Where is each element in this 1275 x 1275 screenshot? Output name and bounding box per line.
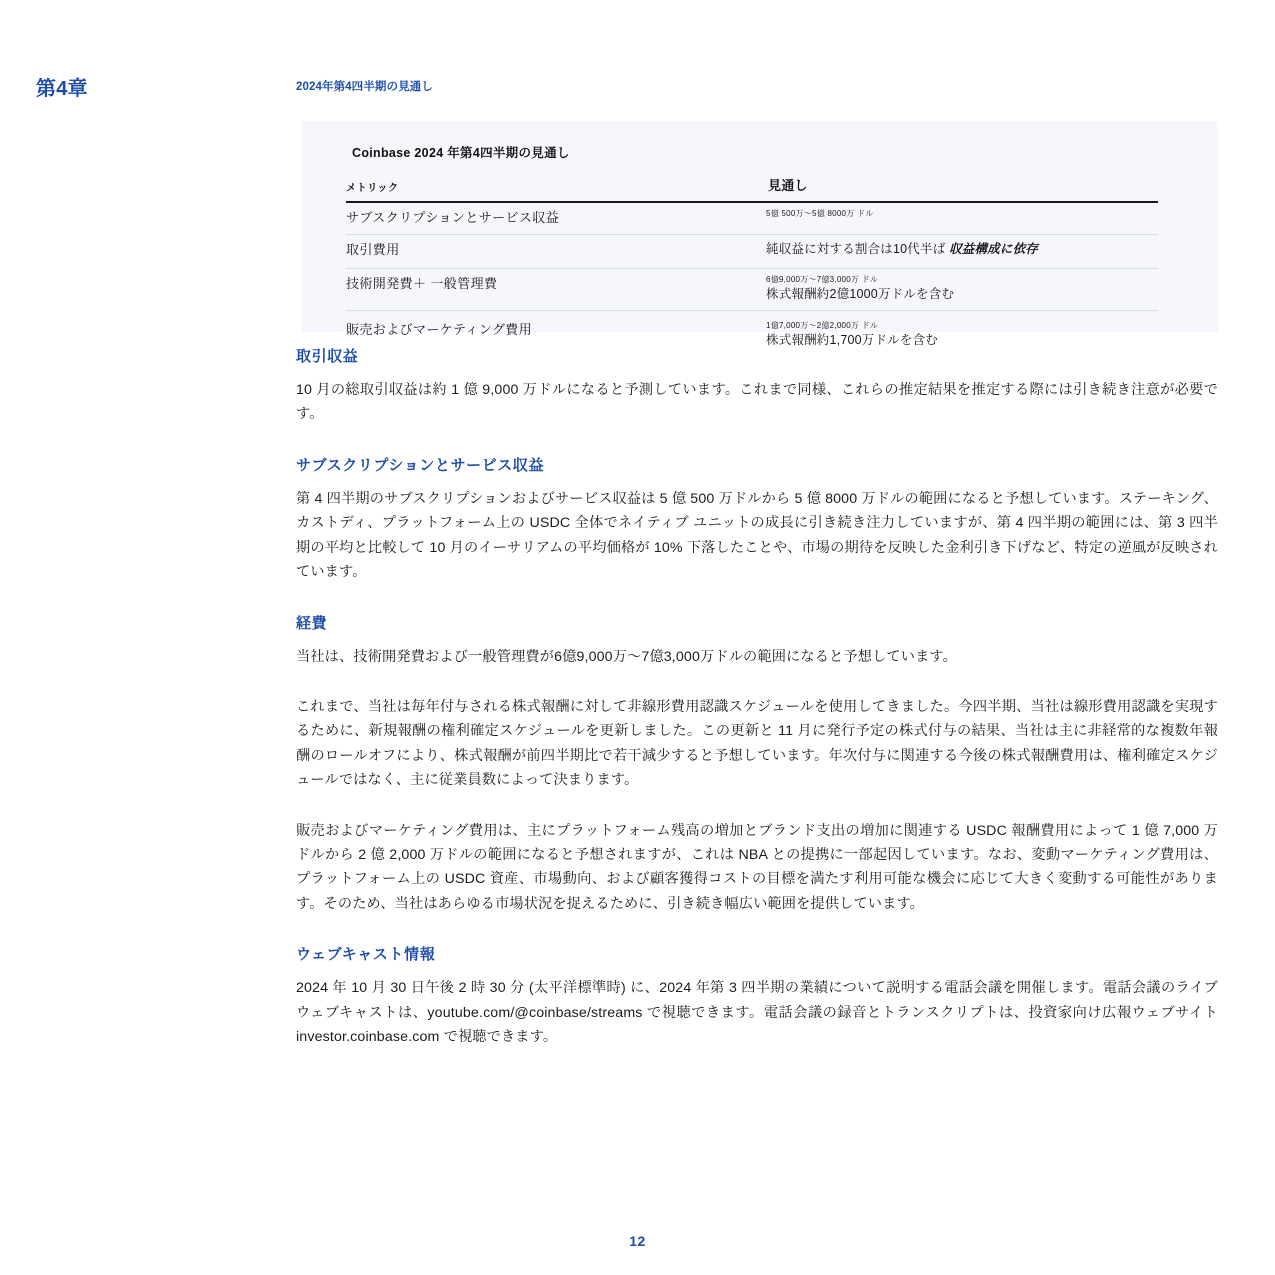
outlook-range-text: 5億 500万〜5億 8000万 ドル (766, 209, 874, 218)
guidance-table-title: Coinbase 2024 年第4四半期の見通し (352, 146, 570, 160)
page-number: 12 (629, 1233, 646, 1249)
paragraph-expenses-3: 販売およびマーケティング費用は、主にプラットフォーム残高の増加とブランド支出の増加に関連する USDC 報酬費用によって 1 億 7,000 万ドルから 2 億 2,000 万ドルの範囲になると予想されますが、これは NBA との提携に一部起因しています。なお、変動マーケティング費用は、プラットフォーム上の USDC 資産、市場動向、および顧客獲得コストの目標を満たす利用可能な機会に応じて大きく変動する可能性があります。そのため、当社はあらゆる市場状況を捉えるために、引き続き幅広い範囲を提供しています。 (296, 822, 1218, 912)
column-header-metric: メトリック (346, 175, 766, 202)
table-row (346, 234, 1158, 269)
guidance-table-panel (302, 121, 1218, 348)
table-cell-outlook (766, 234, 1158, 269)
paragraph-expenses-1: 当社は、技術開発費および一般管理費が6億9,000万〜7億3,000万ドルの範囲になると予想しています。 (296, 648, 957, 665)
table-cell-outlook (766, 269, 1158, 311)
section-heading-subscription-revenue: サブスクリプションとサービス収益 (296, 456, 545, 474)
outlook-range-text: 6億9,000万〜7億3,000万 ドル (766, 275, 879, 285)
column-header-outlook: 見通し (766, 175, 1158, 202)
outlook-main-text: 株式報酬約2億1000万ドルを含む (766, 286, 955, 301)
paragraph-webcast: 2024 年 10 月 30 日午後 2 時 30 分 (太平洋標準時) に、2024 年第 3 四半期の業績について説明する電話会議を開催します。電話会議のライブ ウェブキャストは、youtube.com/@coinbase/streams で視聴できます。電話会議の録音とトランスクリプトは、投資家向け広報ウェブサイト investor.coinbase.com で視聴できます。 (296, 980, 1218, 1046)
section-heading-webcast: ウェブキャスト情報 (296, 946, 436, 964)
paragraph-expenses-2: これまで、当社は毎年付与される株式報酬に対して非線形費用認識スケジュールを使用してきました。今四半期、当社は線形費用認識を実現するために、新規報酬の権利確定スケジュールを更新しました。この更新と 11 月に発行予定の株式付与の結果、当社は主に非経常的な複数年報酬のロールオフにより、株式報酬が前四半期比で若干減少すると予想しています。年次付与に関連する今後の株式報酬費用は、権利確定スケジュールではなく、主に従業員数によって決まります。 (296, 698, 1218, 789)
table-cell-metric: サブスクリプションとサービス収益 (346, 202, 766, 234)
outlook-main-plain: 純収益に対する割合は10代半ば (766, 241, 950, 256)
document-body (296, 348, 1218, 1050)
outlook-main-italic: 収益構成に依存 (949, 241, 1038, 256)
table-row (346, 202, 1158, 234)
outlook-range-text: 1億7,000万〜2億2,000万 ドル (766, 321, 879, 331)
section-heading-transaction-revenue: 取引収益 (296, 348, 359, 365)
table-cell-metric: 販売およびマーケティング費用 (346, 322, 533, 338)
outlook-main-text: 株式報酬約1,700万ドルを含む (766, 333, 938, 348)
table-cell-metric: 取引費用 (346, 234, 766, 269)
paragraph-subscription-revenue: 第 4 四半期のサブスクリプションおよびサービス収益は 5 億 500 万ドルから 5 億 8000 万ドルの範囲になると予想しています。ステーキング、カストディ、プラットフォーム上の USDC 全体でネイティブ ユニットの成長に引き続き注力していますが、第 4 四半期の範囲には、第 3 四半期の平均と比較して 10 月のイーサリアムの平均価格が 10% 下落したことや、市場の期待を反映した金利引き下げなど、特定の逆風が反映されています。 (296, 490, 1218, 581)
table-row (346, 269, 1158, 311)
table-header-row (346, 175, 1158, 202)
table-cell-outlook (766, 202, 1158, 234)
chapter-label: 第4章 (36, 78, 88, 100)
section-heading-expenses: 経費 (296, 614, 328, 632)
header-subtitle: 2024年第4四半期の見通し (296, 81, 433, 93)
guidance-table (346, 175, 1158, 357)
page-header (0, 72, 1275, 102)
table-cell-metric: 技術開発費＋ 一般管理費 (346, 269, 766, 311)
outlook-main-text (766, 241, 1158, 259)
paragraph-transaction-revenue: 10 月の総取引収益は約 1 億 9,000 万ドルになると予測しています。これまで同様、これらの推定結果を推定する際には引き続き注意が必要です。 (296, 382, 1218, 423)
